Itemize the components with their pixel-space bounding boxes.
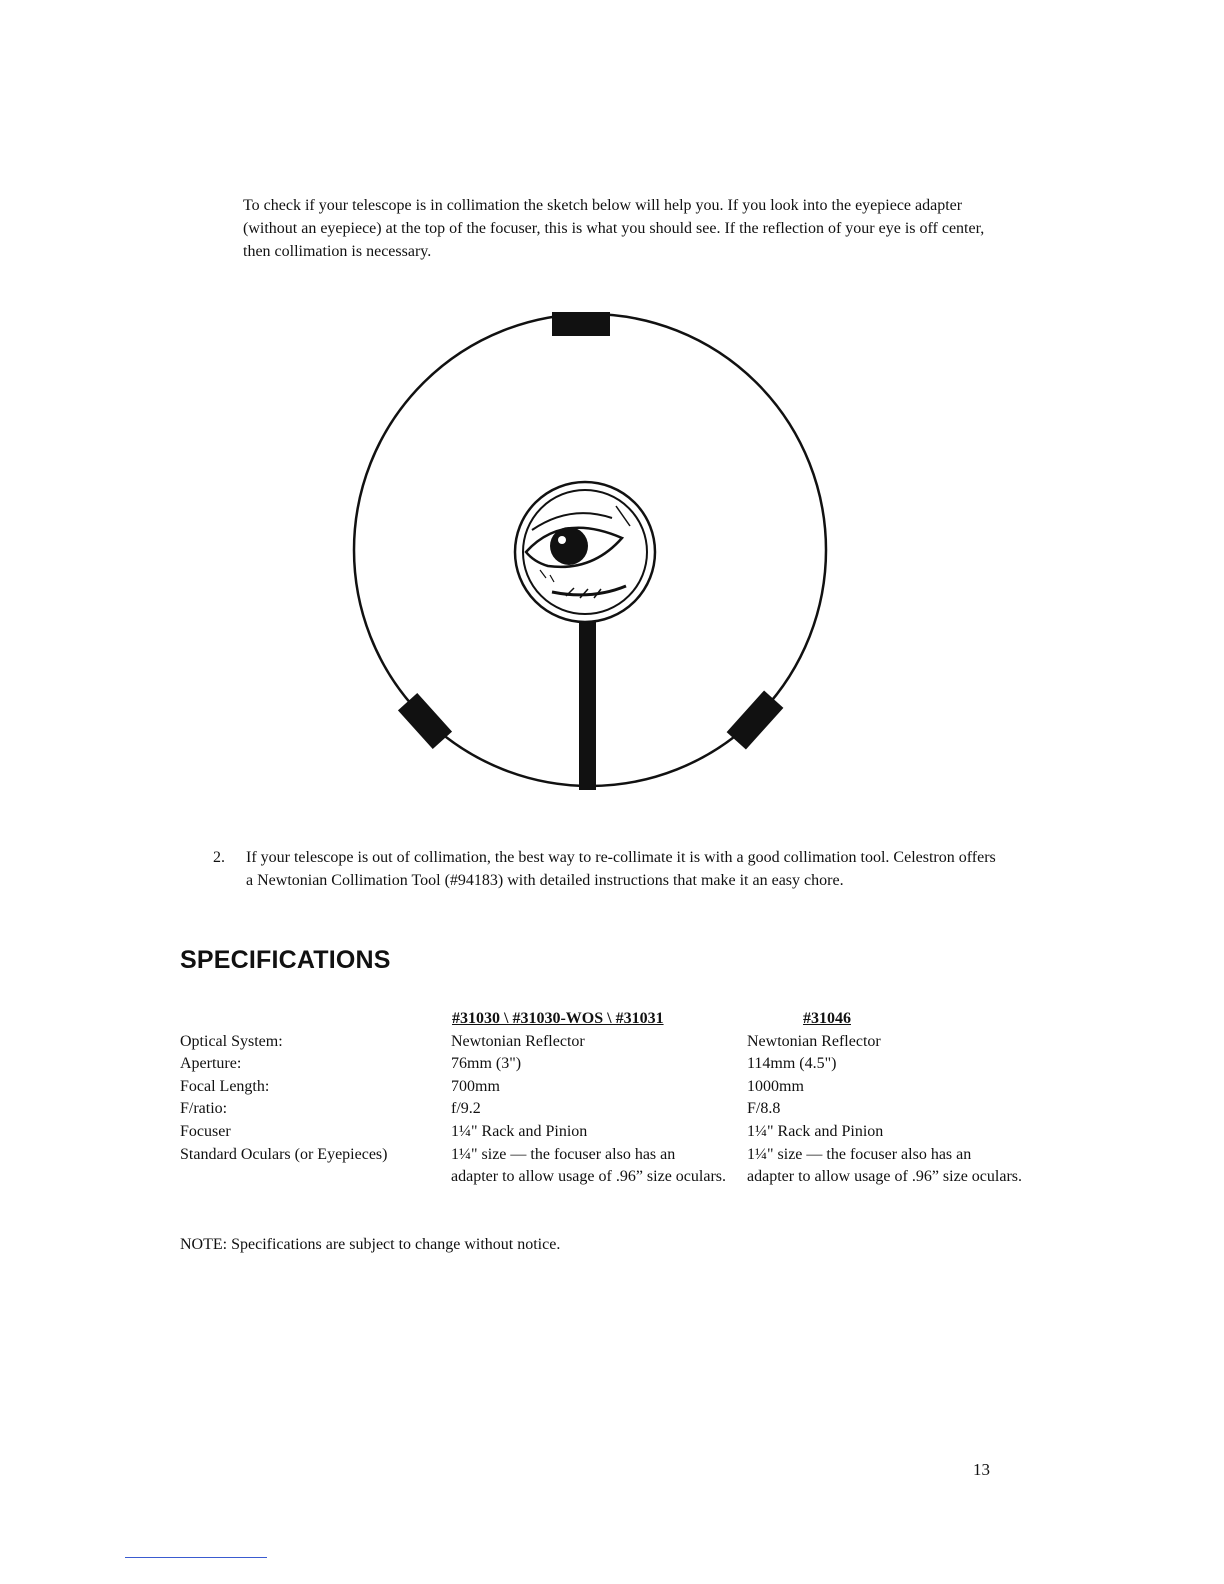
spec-labels-column <box>180 1031 440 1167</box>
spec-value: F/8.8 <box>747 1100 781 1118</box>
spec-value: 1¼" Rack and Pinion <box>451 1122 588 1140</box>
spec-label: Focal Length: <box>180 1077 270 1095</box>
spider-vane <box>579 618 596 790</box>
spec-label: Focuser <box>180 1122 231 1140</box>
intro-paragraph: To check if your telescope is in collimation the sketch below will help you. If you look into the eyepiece adapter (without an eyepiece) at the top of the focuser, this is what you should see. If the reflection of your eye is off center, then collimation is necessary. <box>243 197 985 260</box>
page-number: 13 <box>973 1460 990 1479</box>
left-mirror-clip <box>398 693 452 749</box>
collimation-sketch <box>330 300 850 800</box>
specifications-heading: SPECIFICATIONS <box>180 946 391 974</box>
spec-value: 700mm <box>451 1077 500 1095</box>
step-text: If your telescope is out of collimation, the best way to re-collimate it is with a good collimation tool. Celestron offers a Newtonian Collimation Tool (#94183) with detailed instructions that make it an easy chore. <box>246 849 996 889</box>
collimation-diagram <box>330 300 850 800</box>
spec-label: Aperture: <box>180 1055 242 1073</box>
spec-label: F/ratio: <box>180 1100 228 1118</box>
specifications-note: NOTE: Specifications are subject to change without notice. <box>180 1236 561 1253</box>
model-a-header: #31030 \ #31030-WOS \ #31031 <box>452 1010 664 1027</box>
spec-value: f/9.2 <box>451 1100 481 1118</box>
model-b-header: #31046 <box>803 1010 851 1027</box>
spec-value: 1000mm <box>747 1077 804 1095</box>
spec-label: Standard Oculars (or Eyepieces) <box>180 1145 388 1163</box>
step-number: 2. <box>213 849 225 866</box>
spec-value: 1¼" size — the focuser also has an adapter to allow usage of .96” size oculars. <box>451 1145 727 1186</box>
spec-column-model-a <box>451 1008 726 1189</box>
footer-rule <box>125 1557 267 1558</box>
spec-value: 114mm (4.5") <box>747 1055 837 1073</box>
right-mirror-clip <box>727 690 784 749</box>
spec-value: 1¼" size — the focuser also has an adapter to allow usage of .96” size oculars. <box>747 1145 1023 1186</box>
spec-value: 1¼" Rack and Pinion <box>747 1122 884 1140</box>
spec-value: 76mm (3") <box>451 1055 522 1073</box>
spec-label: Optical System: <box>180 1032 283 1050</box>
spec-value: Newtonian Reflector <box>747 1032 881 1050</box>
top-mirror-clip <box>552 312 610 336</box>
spec-value: Newtonian Reflector <box>451 1032 585 1050</box>
spec-column-model-b <box>747 1008 1022 1189</box>
